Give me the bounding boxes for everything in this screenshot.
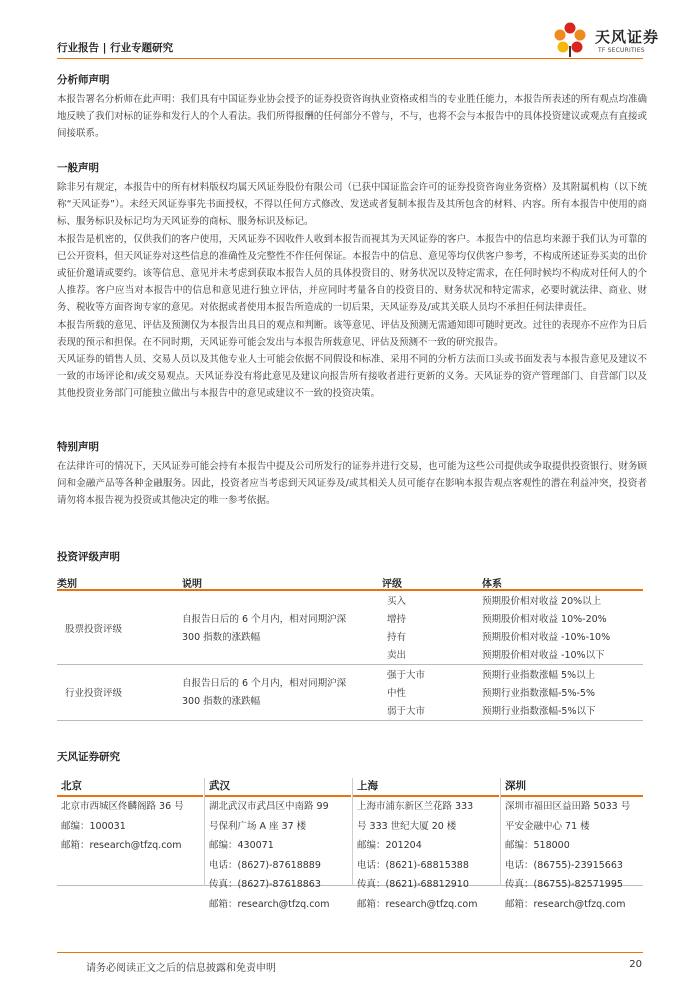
general-declaration-paragraph: 天风证券的销售人员、交易人员以及其他专业人士可能会依据不同假设和标准、采用不同的分析方法而口头或书面发表与本报告意见及建议不一致的市场评论和/或交易观点。天风证券没有将此意见及建议向报告所有接收者进行更新的义务。天风证券的资产管理部门、自营部门以及其他投资业务部门可能独立做出与本报告中的意见或建议不一致的投资决策。 [57, 354, 647, 400]
rating-value: 增持 [387, 614, 407, 625]
logo-name: 天风证券 [595, 28, 660, 46]
rating-system: 预期行业指数涨幅 5%以上 [482, 670, 596, 681]
footer-disclaimer: 请务必阅读正文之后的信息披露和免责申明 [86, 963, 276, 974]
rating-row [57, 701, 643, 719]
office-email: 邮箱：research@tfzq.com [209, 898, 330, 910]
rating-row [57, 645, 643, 663]
rating-row [57, 665, 643, 683]
rating-system: 预期行业指数涨幅-5%-5% [482, 688, 595, 699]
rating-value: 卖出 [387, 650, 407, 661]
page-number: 20 [629, 959, 642, 970]
office-city: 武汉 [205, 778, 351, 797]
office-phone: 电话：(8621)-68815388 [357, 859, 469, 871]
rating-table-header [57, 573, 643, 591]
rating-system: 预期行业指数涨幅-5%以下 [482, 706, 596, 717]
header-breadcrumb: 行业报告 | 行业专题研究 [57, 42, 174, 54]
office-fax: 传真：(8621)-68812910 [357, 879, 469, 890]
rating-value: 强于大市 [387, 670, 426, 681]
office-address: 平安金融中心 71 楼 [505, 820, 590, 832]
rating-row [57, 627, 643, 645]
general-declaration-paragraph: 除非另有规定，本报告中的所有材料版权均属天风证券股份有限公司（已获中国证监会许可的证券投资咨询业务资格）及其附属机构（以下统称“天风证券”）。未经天风证券事先书面授权，不得以任何方式修改、发送或者复制本报告及其所包含的材料、内容。所有本报告中使用的商标、服务标识及标记均为天风证券的商标、服务标识及标记。 [57, 182, 647, 228]
general-declaration-section [57, 160, 647, 403]
special-declaration-section [57, 439, 647, 510]
rating-system: 预期股价相对收益 20%以上 [482, 596, 602, 607]
footer-rule [57, 952, 643, 953]
company-logo [551, 20, 660, 62]
office-address: 上海市浦东新区兰花路 333 [357, 801, 474, 812]
office-postcode: 邮编：201204 [357, 840, 422, 851]
office-shenzhen [501, 778, 643, 910]
office-shanghai [353, 778, 499, 910]
header-rule [57, 58, 643, 59]
rating-row [57, 591, 643, 609]
flower-logo-icon [551, 20, 589, 58]
office-address: 号 333 世纪大厦 20 楼 [357, 820, 457, 832]
office-address: 深圳市福田区益田路 5033 号 [505, 801, 631, 812]
office-city: 上海 [353, 778, 499, 797]
analyst-declaration-title: 分析师声明 [57, 74, 110, 86]
special-declaration-paragraph: 在法律许可的情况下，天风证券可能会持有本报告中提及公司所发行的证券并进行交易，也可能为这些公司提供或争取提供投资银行、财务顾问和金融产品等各种金融服务。因此，投资者应当考虑到天风证券及/或其相关人员可能存在影响本报告观点客观性的潜在利益冲突，投资者请勿将本报告视为投资或其他决定的唯一参考依据。 [57, 461, 647, 507]
office-email: 邮箱：research@tfzq.com [505, 898, 626, 910]
rating-category: 行业投资评级 [65, 688, 123, 699]
office-fax: 传真：(86755)-82571995 [505, 879, 623, 890]
analyst-declaration-section [57, 72, 647, 143]
office-city: 深圳 [501, 778, 643, 797]
rating-row [57, 683, 643, 701]
header-description: 说明 [182, 579, 202, 590]
office-directory [57, 778, 643, 910]
rating-group-stock [57, 591, 643, 665]
office-phone: 电话：(8627)-87618889 [209, 859, 321, 871]
rating-system: 预期股价相对收益 10%-20% [482, 614, 607, 625]
office-beijing [57, 778, 203, 886]
header-system: 体系 [482, 579, 502, 590]
office-address: 湖北武汉市武昌区中南路 99 [209, 801, 329, 812]
office-wuhan [205, 778, 351, 910]
office-postcode: 邮编：100031 [61, 820, 126, 832]
rating-group-industry [57, 665, 643, 721]
rating-value: 弱于大市 [387, 706, 426, 717]
header-rating: 评级 [382, 579, 402, 590]
rating-description: 自报告日后的 6 个月内，相对同期沪深 300 指数的涨跌幅 [182, 614, 347, 643]
logo-english-name: TF SECURITIES [598, 47, 645, 54]
research-title: 天风证券研究 [57, 751, 120, 763]
rating-row [57, 609, 643, 627]
rating-statement-title: 投资评级声明 [57, 551, 120, 563]
rating-value: 中性 [387, 688, 407, 699]
special-declaration-title: 特别声明 [57, 441, 99, 453]
rating-table [57, 573, 643, 721]
office-address: 号保利广场 A 座 37 楼 [209, 820, 307, 832]
office-postcode: 邮编：430071 [209, 840, 274, 851]
rating-value: 买入 [387, 596, 407, 607]
analyst-declaration-paragraph: 本报告署名分析师在此声明：我们具有中国证券业协会授予的证券投资咨询执业资格或相当的专业胜任能力，本报告所表述的所有观点均准确地反映了我们对标的证券和发行人的个人看法。我们所得报酬的任何部分不曾与，不与，也将不会与本报告中的具体投资建议或观点有直接或间接联系。 [57, 94, 647, 140]
office-email: 邮箱：research@tfzq.com [61, 840, 182, 851]
office-address: 北京市西城区佟麟阁路 36 号 [61, 801, 184, 812]
general-declaration-paragraph: 本报告是机密的，仅供我们的客户使用，天风证券不因收件人收到本报告而视其为天风证券的客户。本报告中的信息均来源于我们认为可靠的已公开资料，但天风证券对这些信息的准确性及完整性不作任何保证。本报告中的信息、意见等均仅供客户参考，不构成所述证券买卖的出价或征价邀请或要约。该等信息、意见并未考虑到获取本报告人员的具体投资目的、财务状况以及特定需求，在任何时候均不构成对任何人的个人推荐。客户应当对本报告中的信息和意见进行独立评估，并应同时考量各自的投资目的、财务状况和特定需求，必要时就法律、商业、财务、税收等方面咨询专家的意见。对依据或者使用本报告所造成的一切后果，天风证券及/或其关联人员均不承担任何法律责任。 [57, 233, 647, 314]
general-declaration-paragraph: 本报告所载的意见、评估及预测仅为本报告出具日的观点和判断。该等意见、评估及预测无需通知即可随时更改。过往的表现亦不应作为日后表现的预示和担保。在不同时期，天风证券可能会发出与本报告所载意见、评估及预测不一致的研究报告。 [57, 319, 647, 348]
office-email: 邮箱：research@tfzq.com [357, 898, 478, 910]
rating-system: 预期股价相对收益 -10%-10% [482, 632, 611, 643]
office-postcode: 邮编：518000 [505, 840, 570, 851]
rating-value: 持有 [387, 632, 407, 643]
header-category: 类别 [57, 579, 77, 590]
office-city: 北京 [57, 778, 203, 797]
rating-description: 自报告日后的 6 个月内，相对同期沪深 300 指数的涨跌幅 [182, 678, 347, 707]
office-fax: 传真：(8627)-87618863 [209, 879, 321, 890]
office-phone: 电话：(86755)-23915663 [505, 859, 623, 871]
rating-system: 预期股价相对收益 -10%以下 [482, 650, 605, 661]
rating-category: 股票投资评级 [65, 624, 123, 635]
general-declaration-title: 一般声明 [57, 162, 99, 174]
